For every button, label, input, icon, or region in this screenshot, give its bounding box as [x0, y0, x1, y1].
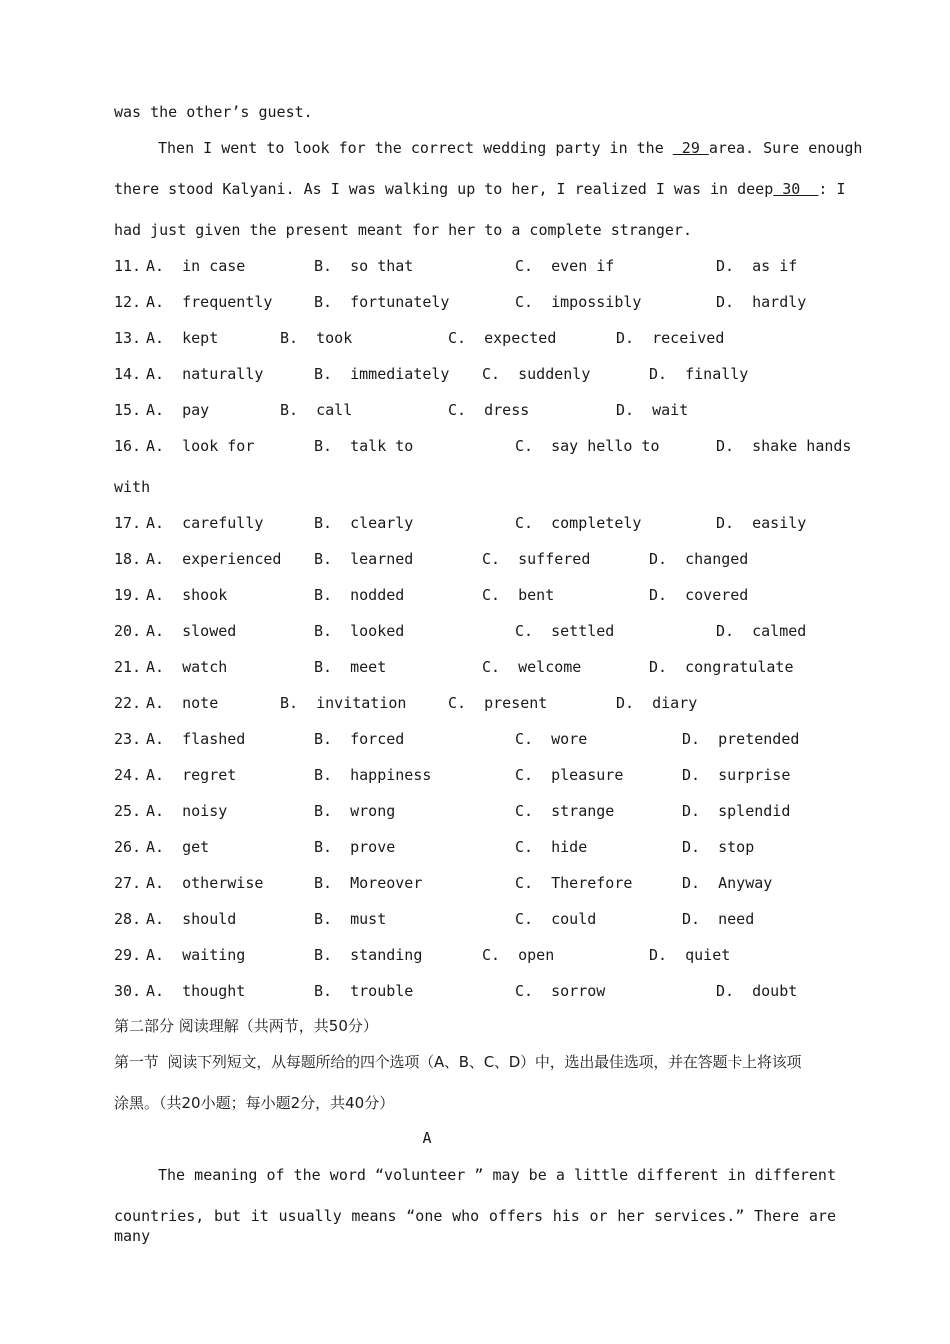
passage-line-2: Then I went to look for the correct wedding party in the 29 area. Sure enough	[158, 139, 863, 157]
question-number: 20.	[114, 622, 142, 640]
section-instruction-line-1: 第一节 阅读下列短文，从每题所给的四个选项（A、B、C、D）中，选出最佳选项，并在答题卡上将该项	[114, 1053, 802, 1071]
question-row	[114, 765, 844, 785]
question-number: 15.	[114, 401, 142, 419]
option-c: C. say hello to	[515, 437, 660, 455]
option-b: B. prove	[314, 838, 396, 856]
option-b: B. trouble	[314, 982, 414, 1000]
question-row	[114, 873, 844, 893]
question-row	[114, 657, 844, 677]
option-c: C. dress	[448, 401, 530, 419]
option-d: D. diary	[616, 694, 698, 712]
passage-label: A	[422, 1129, 432, 1147]
option-a: A. in case	[146, 257, 246, 275]
blank-30: 30	[773, 180, 819, 198]
option-a: A. kept	[146, 329, 219, 347]
option-b: B. fortunately	[314, 293, 450, 311]
option-a: A. regret	[146, 766, 237, 784]
question-row	[114, 981, 844, 1001]
option-c: C. sorrow	[515, 982, 606, 1000]
option-a: A. otherwise	[146, 874, 264, 892]
option-b: B. looked	[314, 622, 405, 640]
option-a: A. look for	[146, 437, 255, 455]
question-number: 19.	[114, 586, 142, 604]
question-number: 27.	[114, 874, 142, 892]
option-c: C. wore	[515, 730, 588, 748]
option-a: A. waiting	[146, 946, 246, 964]
question-row	[114, 945, 844, 965]
question-row	[114, 585, 844, 605]
question-row	[114, 549, 844, 569]
question-row	[114, 801, 844, 821]
option-b: B. clearly	[314, 514, 414, 532]
option-b: B. must	[314, 910, 387, 928]
option-b: B. nodded	[314, 586, 405, 604]
question-number: 18.	[114, 550, 142, 568]
option-d: D. wait	[616, 401, 689, 419]
option-c: C. expected	[448, 329, 557, 347]
passage-line-4: had just given the present meant for her to a complete stranger.	[114, 221, 692, 239]
option-a: A. shook	[146, 586, 228, 604]
question-row	[114, 729, 844, 749]
option-d: D. hardly	[716, 293, 807, 311]
section-instruction-line-2: 涂黑。（共20小题；每小题2分，共40分）	[114, 1094, 395, 1112]
option-d: D. calmed	[716, 622, 807, 640]
question-number: 21.	[114, 658, 142, 676]
question-row	[114, 328, 844, 348]
option-a: A. flashed	[146, 730, 246, 748]
option-c: C. impossibly	[515, 293, 642, 311]
question-number: 30.	[114, 982, 142, 1000]
question-row	[114, 256, 844, 276]
question-number: 25.	[114, 802, 142, 820]
option-c: C. suffered	[482, 550, 591, 568]
option-b: B. learned	[314, 550, 414, 568]
option-b: B. wrong	[314, 802, 396, 820]
passage-line-1: was the other’s guest.	[114, 103, 313, 121]
option-d: D. quiet	[649, 946, 731, 964]
option-a: A. frequently	[146, 293, 273, 311]
option-d: D. shake hands	[716, 437, 852, 455]
reading-passage-line-1: The meaning of the word “volunteer ” may be a little different in different	[158, 1166, 836, 1184]
option-d: D. covered	[649, 586, 749, 604]
passage-line-3: there stood Kalyani. As I was walking up to her, I realized I was in deep 30 : I	[114, 180, 846, 198]
question-wrap-text: with	[114, 478, 151, 496]
option-d: D. easily	[716, 514, 807, 532]
option-c: C. even if	[515, 257, 615, 275]
question-row	[114, 837, 844, 857]
option-a: A. noisy	[146, 802, 228, 820]
option-b: B. so that	[314, 257, 414, 275]
question-number: 14.	[114, 365, 142, 383]
option-d: D. congratulate	[649, 658, 794, 676]
question-number: 22.	[114, 694, 142, 712]
option-c: C. welcome	[482, 658, 582, 676]
option-b: B. talk to	[314, 437, 414, 455]
blank-29: 29	[672, 139, 709, 157]
option-c: C. present	[448, 694, 548, 712]
option-c: C. open	[482, 946, 555, 964]
option-d: D. finally	[649, 365, 749, 383]
option-d: D. changed	[649, 550, 749, 568]
option-a: A. should	[146, 910, 237, 928]
option-d: D. pretended	[682, 730, 800, 748]
option-a: A. carefully	[146, 514, 264, 532]
option-c: C. bent	[482, 586, 555, 604]
option-c: C. Therefore	[515, 874, 633, 892]
option-d: D. as if	[716, 257, 798, 275]
option-a: A. get	[146, 838, 210, 856]
option-c: C. strange	[515, 802, 615, 820]
option-b: B. happiness	[314, 766, 432, 784]
question-number: 29.	[114, 946, 142, 964]
question-number: 24.	[114, 766, 142, 784]
question-number: 16.	[114, 437, 142, 455]
question-number: 28.	[114, 910, 142, 928]
option-b: B. forced	[314, 730, 405, 748]
question-number: 23.	[114, 730, 142, 748]
option-c: C. pleasure	[515, 766, 624, 784]
option-d: D. Anyway	[682, 874, 773, 892]
option-a: A. note	[146, 694, 219, 712]
question-row	[114, 400, 844, 420]
option-c: C. could	[515, 910, 597, 928]
option-a: A. experienced	[146, 550, 282, 568]
option-c: C. settled	[515, 622, 615, 640]
section-heading: 第二部分 阅读理解（共两节，共50分）	[114, 1017, 378, 1035]
question-row	[114, 621, 844, 641]
option-d: D. splendid	[682, 802, 791, 820]
option-a: A. pay	[146, 401, 210, 419]
question-row	[114, 909, 844, 929]
option-d: D. doubt	[716, 982, 798, 1000]
question-number: 12.	[114, 293, 142, 311]
question-number: 17.	[114, 514, 142, 532]
question-row	[114, 292, 844, 312]
option-b: B. call	[280, 401, 353, 419]
option-b: B. Moreover	[314, 874, 423, 892]
question-number: 11.	[114, 257, 142, 275]
option-a: A. naturally	[146, 365, 264, 383]
option-b: B. immediately	[314, 365, 450, 383]
option-c: C. suddenly	[482, 365, 591, 383]
question-row	[114, 693, 844, 713]
option-b: B. meet	[314, 658, 387, 676]
option-d: D. need	[682, 910, 755, 928]
question-row	[114, 513, 844, 533]
question-row	[114, 364, 844, 384]
option-a: A. thought	[146, 982, 246, 1000]
option-d: D. surprise	[682, 766, 791, 784]
option-b: B. took	[280, 329, 353, 347]
option-b: B. invitation	[280, 694, 407, 712]
option-b: B. standing	[314, 946, 423, 964]
reading-passage-line-2: countries, but it usually means “one who offers his or her services.” There are many	[114, 1207, 836, 1245]
option-a: A. slowed	[146, 622, 237, 640]
option-c: C. completely	[515, 514, 642, 532]
option-d: D. stop	[682, 838, 755, 856]
option-a: A. watch	[146, 658, 228, 676]
option-d: D. received	[616, 329, 725, 347]
question-number: 13.	[114, 329, 142, 347]
question-number: 26.	[114, 838, 142, 856]
question-row	[114, 436, 852, 456]
option-c: C. hide	[515, 838, 588, 856]
